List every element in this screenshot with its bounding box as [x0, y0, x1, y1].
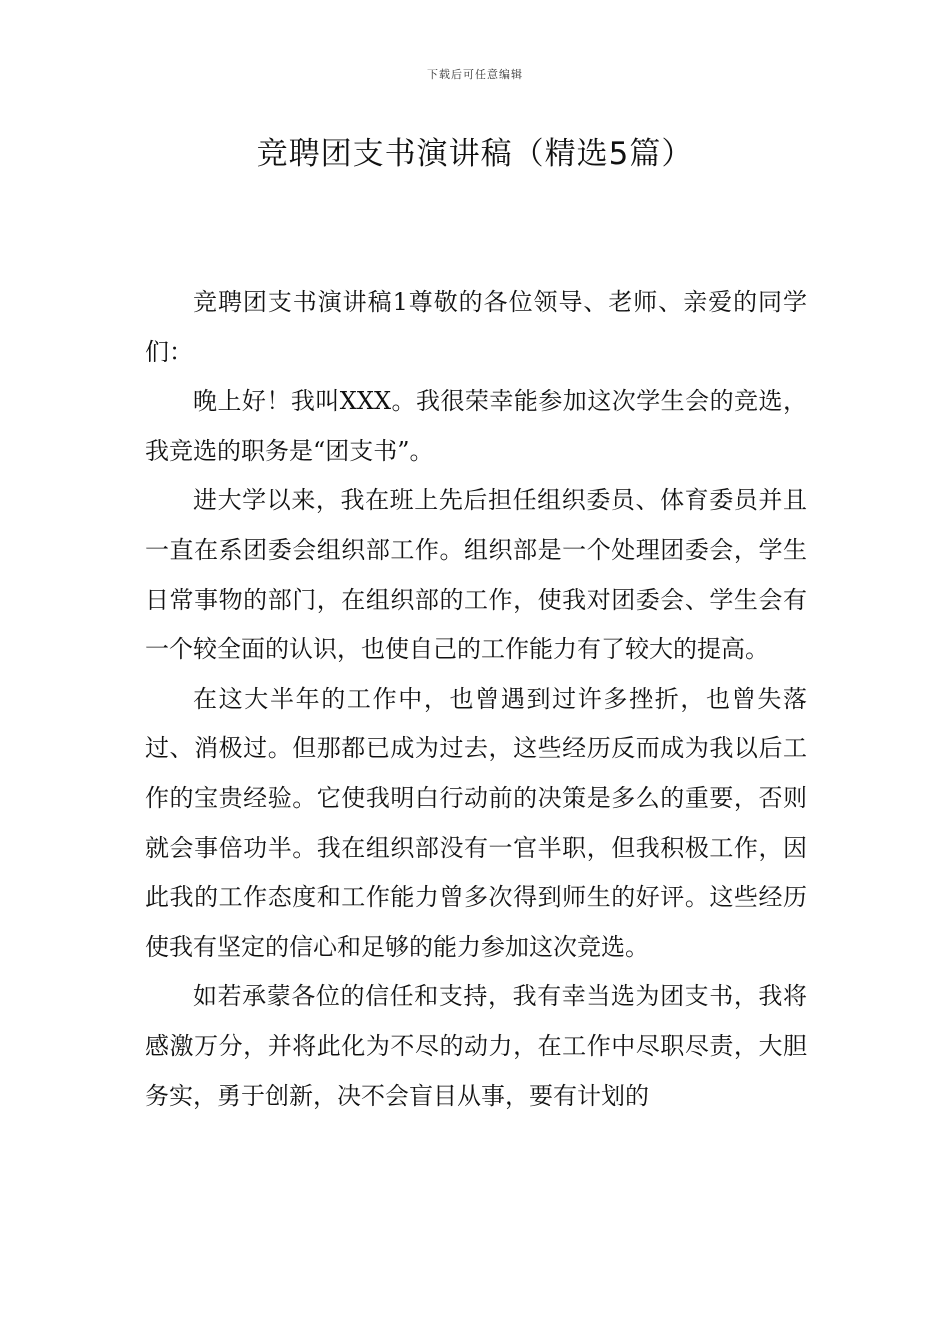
document-title: 竞聘团支书演讲稿（精选5篇）: [256, 136, 694, 172]
paragraph-2: 晚上好！我叫XXX。我很荣幸能参加这次学生会的竞选，我竞选的职务是“团支书”。: [145, 387, 807, 465]
header-note: 下载后可任意编辑: [427, 68, 523, 81]
paragraph-5: 如若承蒙各位的信任和支持，我有幸当选为团支书，我将感激万分，并将此化为不尽的动力，在工作中尽职尽责，大胆务实，勇于创新，决不会盲目从事，要有计划的: [145, 982, 807, 1110]
paragraph-1: 竞聘团支书演讲稿1尊敬的各位领导、老师、亲爱的同学们：: [145, 288, 807, 366]
paragraph-3: 进大学以来，我在班上先后担任组织委员、体育委员并且一直在系团委会组织部工作。组织部是一个处理团委会，学生日常事物的部门，在组织部的工作，使我对团委会、学生会有一个较全面的认识，也使自己的工作能力有了较大的提高。: [145, 486, 807, 664]
document-body: [145, 278, 807, 1121]
paragraph-4: 在这大半年的工作中，也曾遇到过许多挫折，也曾失落过、消极过。但那都已成为过去，这些经历反而成为我以后工作的宝贵经验。它使我明白行动前的决策是多么的重要，否则就会事倍功半。我在组织部没有一官半职，但我积极工作，因此我的工作态度和工作能力曾多次得到师生的好评。这些经历使我有坚定的信心和足够的能力参加这次竞选。: [145, 684, 807, 961]
